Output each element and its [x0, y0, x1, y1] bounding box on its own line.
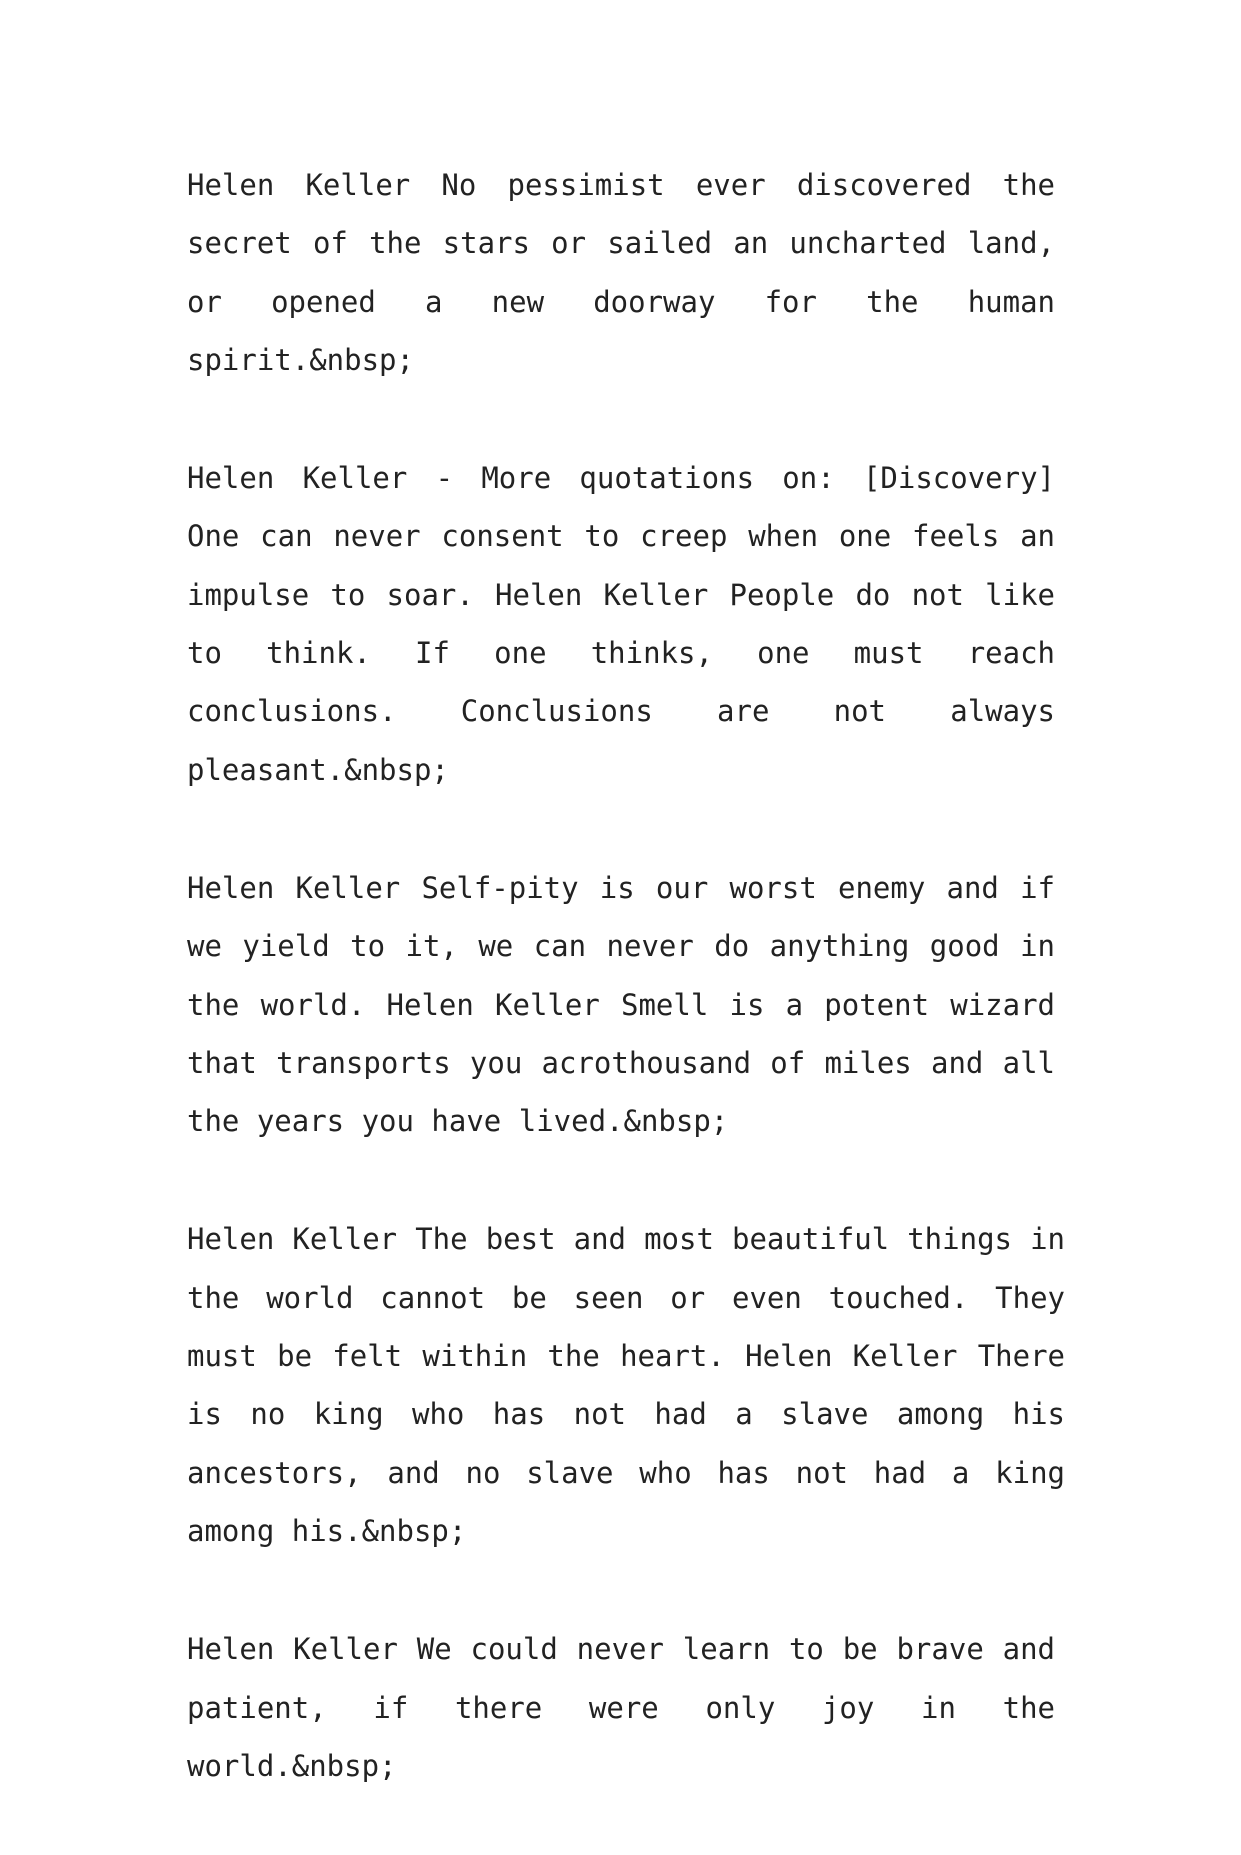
paragraph-1: Helen Keller No pessimist ever discovered the secret of the stars or sailed an uncharted land, or opened a new doorway for the human spirit.&nbsp;	[187, 168, 1055, 377]
paragraph-3: Helen Keller Self-pity is our worst enemy and if we yield to it, we can never do anything good in the world. Helen Keller Smell is a potent wizard that transports you acrothousand of miles and all the years you have lived.&nbsp;	[187, 870, 1055, 1139]
paragraph-4: Helen Keller The best and most beautiful things in the world cannot be seen or even touched. They must be felt within the heart. Helen Keller There is no king who has not had a slave among his ancestors, and no slave who has not had a king among his.&nbsp;	[187, 1222, 1065, 1548]
paragraph-2: Helen Keller - More quotations on: [Discovery] One can never consent to creep when one feels an impulse to soar. Helen Keller People do not like to think. If one thinks, one must reach conclusions. Conclusions are not always pleasant.&nbsp;	[187, 461, 1055, 787]
document-page	[187, 156, 1065, 1855]
paragraph-5: Helen Keller We could never learn to be brave and patient, if there were only joy in the world.&nbsp;	[187, 1632, 1055, 1783]
